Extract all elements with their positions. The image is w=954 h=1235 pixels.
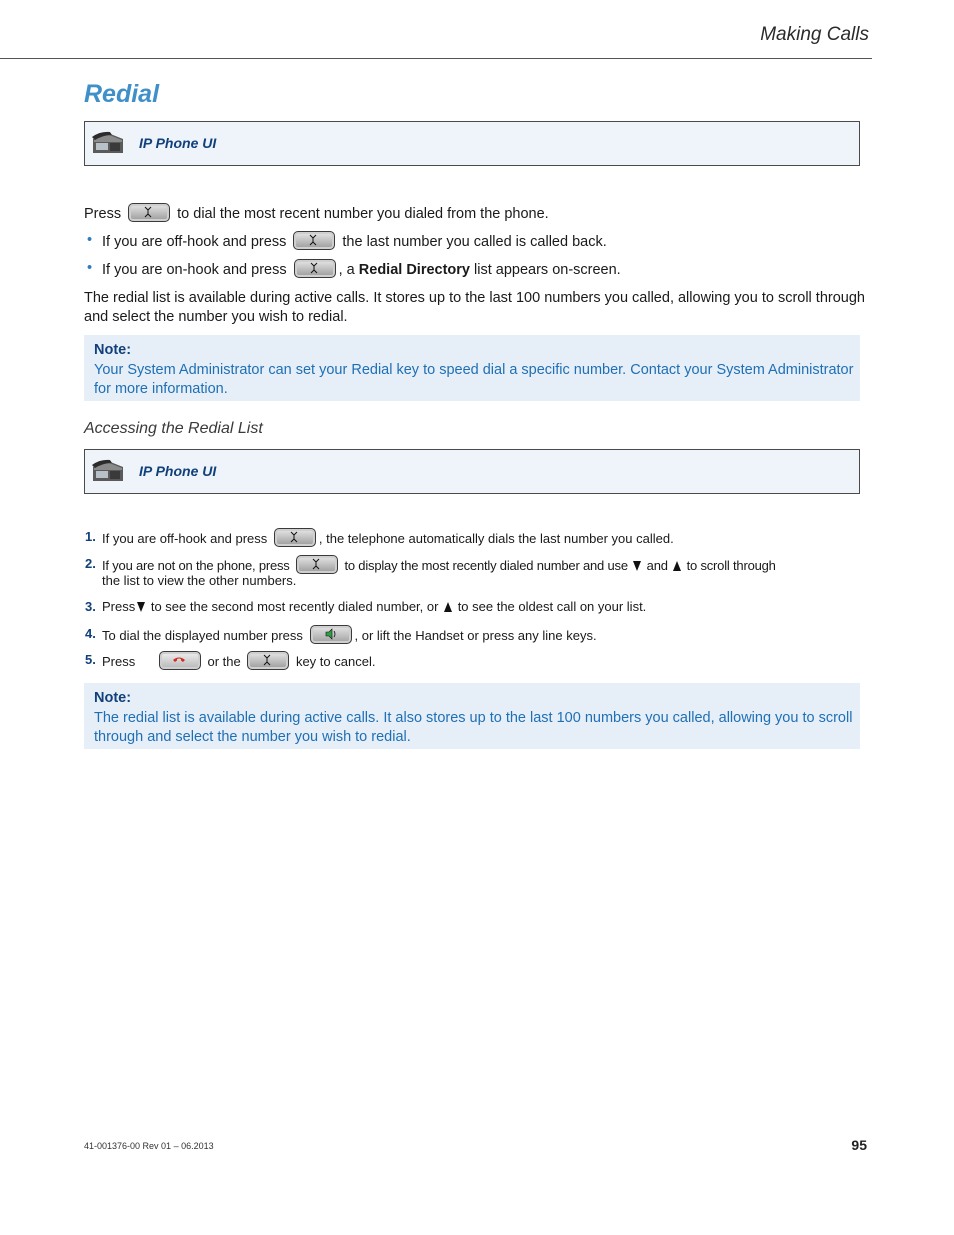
goodbye-key-icon xyxy=(159,651,201,670)
note-body: The redial list is available during active calls. It also stores up to the last 100 numbers you called, allowing you to scroll through and select the number you wish to redial. xyxy=(94,710,853,745)
up-arrow-icon xyxy=(444,602,452,612)
note-box xyxy=(84,335,860,401)
note-title: Note: xyxy=(94,690,132,706)
desk-phone-icon xyxy=(90,129,126,157)
intro-paragraph: Press to dial the most recent number you dialed from the phone. xyxy=(84,203,549,224)
redial-key-icon xyxy=(296,555,338,574)
note-body: Your System Administrator can set your Redial key to speed dial a specific number. Contact your System Administrator for more information. xyxy=(94,362,854,397)
footer-doc-id: 41-001376-00 Rev 01 – 06.2013 xyxy=(84,1141,214,1151)
ip-phone-ui-box xyxy=(84,121,860,166)
redial-key-icon xyxy=(294,259,336,278)
desk-phone-icon xyxy=(90,457,126,485)
speaker-key-icon xyxy=(310,625,352,644)
redial-key-icon xyxy=(247,651,289,670)
redial-key-icon xyxy=(128,203,170,222)
redial-key-icon xyxy=(274,528,316,547)
down-arrow-icon xyxy=(633,561,641,571)
down-arrow-icon xyxy=(137,602,145,612)
page-number: 95 xyxy=(851,1137,867,1153)
header-rule xyxy=(0,58,872,59)
note-title: Note: xyxy=(94,342,132,358)
redial-list-paragraph: The redial list is available during active calls. It stores up to the last 100 numbers you called, allowing you to scroll through and select the number you wish to redial. xyxy=(84,290,865,325)
redial-key-icon xyxy=(293,231,335,250)
up-arrow-icon xyxy=(673,561,681,571)
note-box xyxy=(84,683,860,749)
ui-box-label: IP Phone UI xyxy=(139,135,217,151)
page-title: Redial xyxy=(84,80,160,108)
ip-phone-ui-box xyxy=(84,449,860,494)
running-header: Making Calls xyxy=(760,24,869,45)
section-subheading: Accessing the Redial List xyxy=(84,420,263,437)
ui-box-label: IP Phone UI xyxy=(139,463,217,479)
